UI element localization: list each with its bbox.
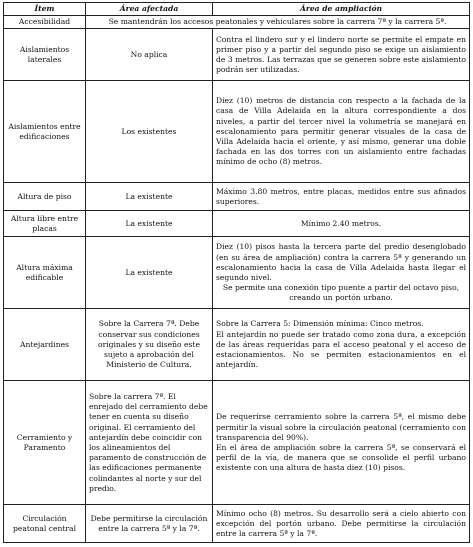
regulation-table [3,2,470,543]
cell-paragraph: En el área de ampliación sobre la carrera 5ª, se conservará el perfil de la vía, de manera que se consolide el perfil urbano existente con una altura de hasta diez (10) pisos. [216,442,466,473]
row-ampliacion [213,237,470,309]
cell-paragraph: Mínimo 2.40 metros. [300,218,382,228]
row-ampliacion [213,309,470,381]
row-item: Altura libre entre placas [4,211,86,237]
cell-paragraph: De requerirse cerramiento sobre la carrera 5ª, el mismo debe permitir la visual sobre la circulación peatonal (cerramiento con transparencia del 90%). [216,412,466,442]
row-afectada: La existente [86,237,213,309]
row-item: Circulación peatonal central [4,505,86,543]
table-row [4,381,470,505]
table-row [4,16,470,29]
row-afectada: Sobre la carrera 7ª. El enrejado del cerramiento debe tener en cuenta su diseño original. El cerramiento del antejardín debe coincidir con los alineamientos del paramento de construcción de las edificaciones permanente colindantes al norte y sur del predio. [86,381,213,505]
row-ampliacion [213,183,470,211]
row-ampliacion [213,29,470,81]
row-item: Altura máxima edificable [4,237,86,309]
row-item: Aislamientos entre edificaciones [4,81,86,183]
table-header-row [4,3,470,16]
row-item: Accesibilidad [4,16,86,29]
table-row [4,505,470,543]
row-item: Altura de piso [4,183,86,211]
row-afectada: Debe permitirse la circulación entre la carrera 5ª y la 7ª. [86,505,213,543]
table-row [4,29,470,81]
table-row [4,81,470,183]
cell-paragraph: Contra el lindero sur y el lindero norte se permite el empate en primer piso y a partir del segundo piso se exige un aislamiento de 3 metros. Las terrazas que se generen sobre este aislamiento podrán ser utilizadas. [216,34,466,75]
cell-paragraph: Se permite una conexión tipo puente a partir del octavo piso, creando un portón urbano. [222,283,460,303]
cell-paragraph: El antejardín no puede ser tratado como zona dura, a excepción de las áreas requeridas para el acceso peatonal y el acceso de estacionamientos. No se permiten estacionamientos en el antejardín. [216,329,466,370]
row-afectada: No aplica [86,29,213,81]
row-ampliacion [213,505,470,543]
row-afectada: Los existentes [86,81,213,183]
row-afectada: La existente [86,183,213,211]
row-ampliacion [213,81,470,183]
row-item: Cerramiento y Paramento [4,381,86,505]
row-afectada: Sobre la Carrera 7ª. Debe conservar sus condiciones originales y su diseño este sujeto a aprobación del Ministerio de Cultura. [86,309,213,381]
row-ampliacion [86,16,470,29]
header-area-ampliacion: Área de ampliación [213,3,470,16]
cell-paragraph: Sobre la Carrera 5: Dimensión mínima: Cinco metros. [216,319,424,329]
cell-paragraph: Máximo 3.80 metros, entre placas, medidos entre sus afinados superiores. [216,186,466,206]
header-area-afectada: Área afectada [86,3,213,16]
row-ampliacion [213,211,470,237]
table-row [4,309,470,381]
cell-paragraph: Diez (10) pisos hasta la tercera parte del predio desenglobado (en su área de ampliación) contra la carrera 5ª y generando un escalonamiento hacia la casa de Villa Adelaida hasta llegar el segundo nivel. [216,242,466,282]
table-row [4,183,470,211]
header-item: Ítem [4,3,86,16]
cell-paragraph: Mínimo ocho (8) metros. Su desarrollo será a cielo abierto con excepción del portón urbano. Debe permitirse la circulación entre la carrera 5ª y la 7ª. [216,508,466,538]
table-row [4,237,470,309]
cell-paragraph: Diez (10) metros de distancia con respecto a la fachada de la casa de Villa Adelaida en la altura correspondiente a dos niveles, a partir del tercer nivel la volumetría se manejará en escalonamiento para permitir generar visuales de la casa de Villa Adelaida hacia el oriente, y así mismo, generar una doble fachada en las dos torres con un aislamiento entre fachadas mínimo de ocho (8) metros. [216,96,466,167]
table-row [4,211,470,237]
row-ampliacion [213,381,470,505]
row-afectada: La existente [86,211,213,237]
cell-paragraph: Se mantendrán los accesos peatonales y vehiculares sobre la carrera 7ª y la carrera 5ª. [108,17,447,27]
row-item: Antejardines [4,309,86,381]
row-item: Aislamientos laterales [4,29,86,81]
